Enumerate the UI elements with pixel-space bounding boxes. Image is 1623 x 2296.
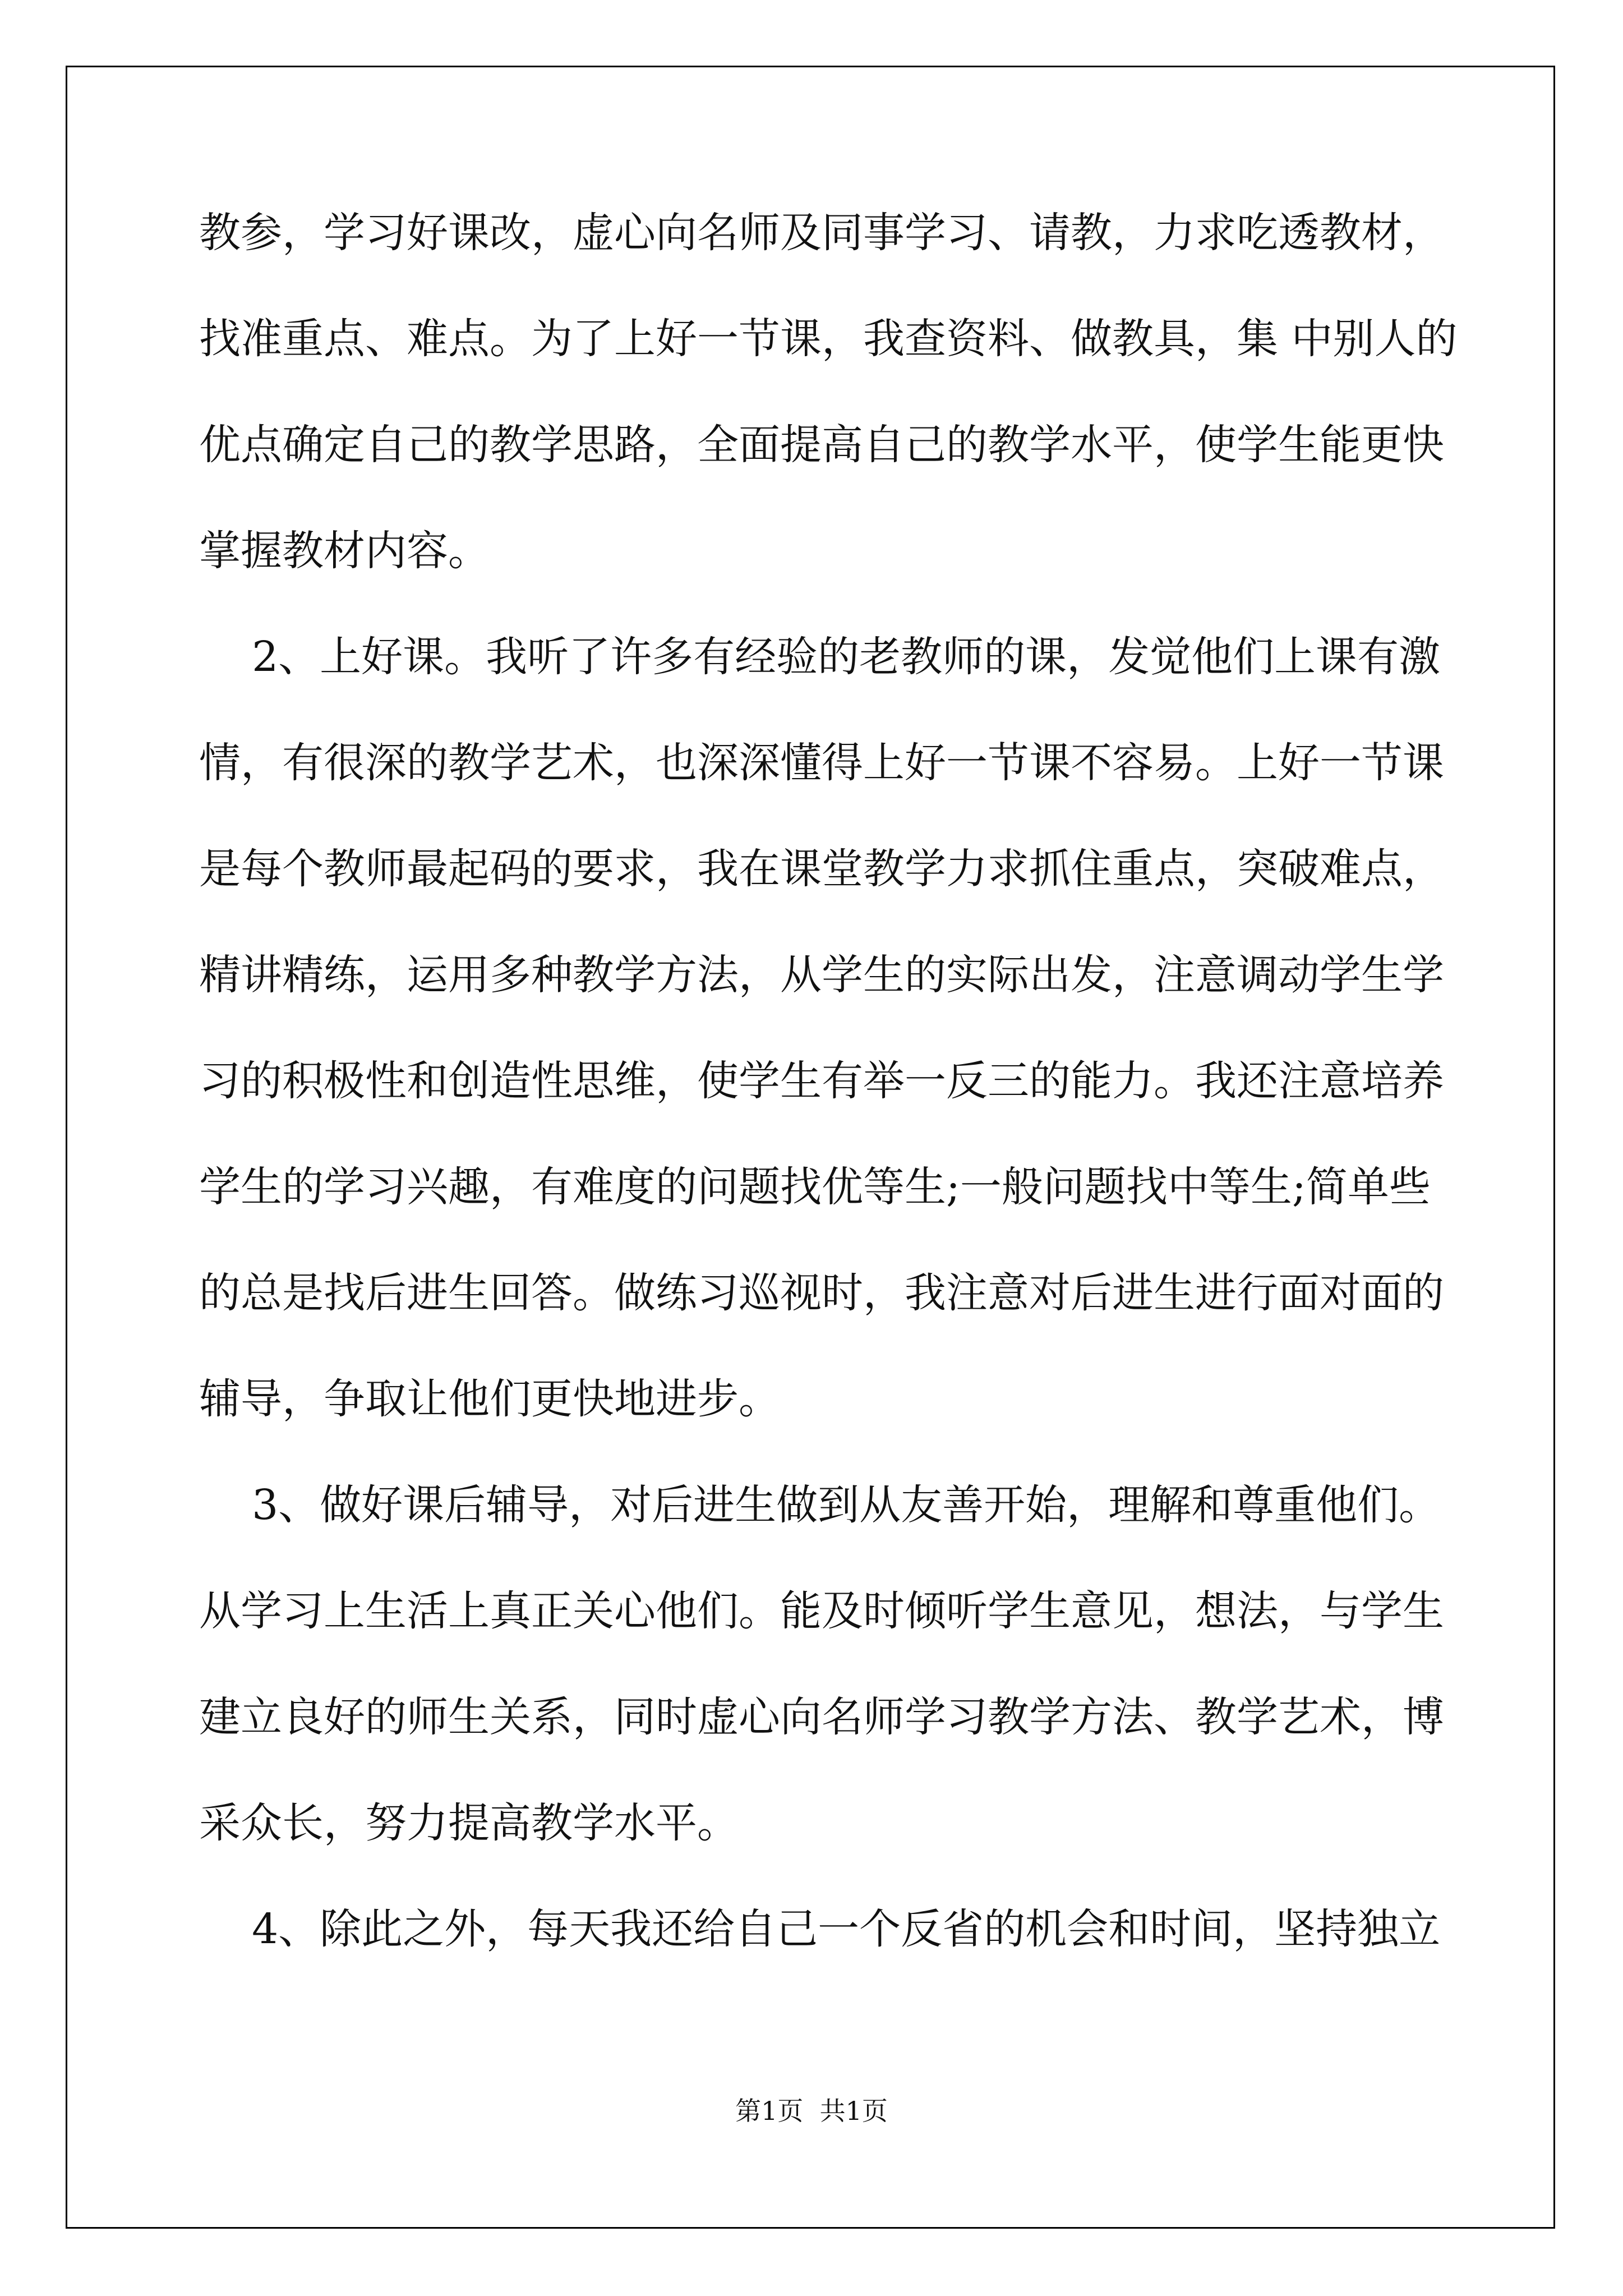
text-line: 建立良好的师生关系，同时虚心向名师学习教学方法、教学艺术，博 xyxy=(199,1693,1444,1741)
text-line: 教参，学习好课改，虚心向名师及同事学习、请教，力求吃透教材， xyxy=(199,209,1444,257)
text-line: 情，有很深的教学艺术，也深深懂得上好一节课不容易。上好一节课 xyxy=(199,739,1444,787)
document-body xyxy=(199,209,1458,1953)
text-line: 2、上好课。我听了许多有经验的老教师的课，发觉他们上课有激 xyxy=(199,633,1441,681)
text-line: 学生的学习兴趣，有难度的问题找优等生;一般问题找中等生;简单些 xyxy=(199,1163,1431,1211)
text-line: 优点确定自己的教学思路，全面提高自己的教学水平，使学生能更快 xyxy=(199,421,1444,469)
text-line: 从学习上生活上真正关心他们。能及时倾听学生意见，想法，与学生 xyxy=(199,1587,1444,1635)
text-line: 掌握教材内容。 xyxy=(199,527,490,575)
text-line: 习的积极性和创造性思维，使学生有举一反三的能力。我还注意培养 xyxy=(199,1057,1444,1105)
text-line: 4、除此之外，每天我还给自己一个反省的机会和时间，坚持独立 xyxy=(199,1905,1441,1953)
page-number-footer: 第1页 共1页 xyxy=(735,2096,888,2126)
text-line: 3、做好课后辅导，对后进生做到从友善开始，理解和尊重他们。 xyxy=(199,1481,1441,1529)
text-line: 是每个教师最起码的要求，我在课堂教学力求抓住重点，突破难点， xyxy=(199,845,1444,893)
text-line: 辅导，争取让他们更快地进步。 xyxy=(199,1375,780,1423)
text-line: 找准重点、难点。为了上好一节课，我查资料、做教具，集 中别人的 xyxy=(199,315,1458,363)
text-line: 的总是找后进生回答。做练习巡视时，我注意对后进生进行面对面的 xyxy=(199,1269,1444,1317)
text-line: 采众长，努力提高教学水平。 xyxy=(199,1799,739,1847)
text-line: 精讲精练，运用多种教学方法，从学生的实际出发，注意调动学生学 xyxy=(199,951,1444,999)
